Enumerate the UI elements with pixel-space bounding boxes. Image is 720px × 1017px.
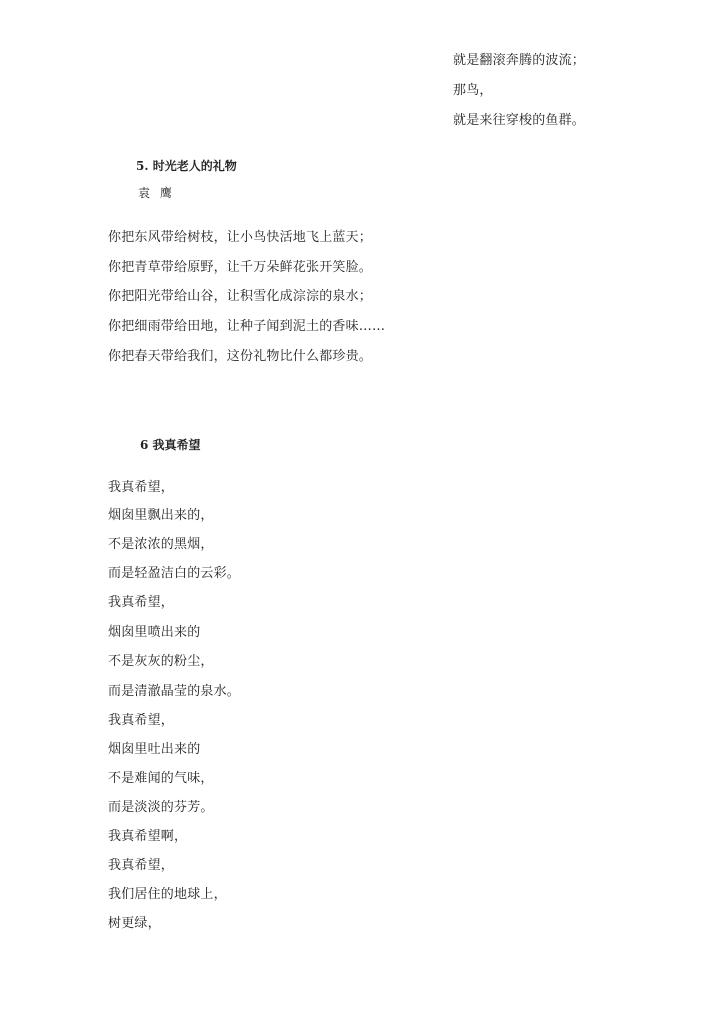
- poem5-line-3: 你把阳光带给山谷，让积雪化成淙淙的泉水；: [108, 289, 373, 304]
- poem6-line-10: 烟囱里吐出来的: [108, 742, 201, 757]
- poem6-line-7: 不是灰灰的粉尘，: [108, 654, 214, 669]
- top-stanza-line-2: 那鸟，: [453, 83, 493, 98]
- poem6-line-9: 我真希望，: [108, 713, 175, 728]
- poem6-line-16: 树更绿，: [108, 916, 161, 931]
- poem6-line-2: 烟囱里飘出来的，: [108, 508, 214, 523]
- poem6-line-3: 不是浓浓的黑烟，: [108, 537, 214, 552]
- poem5-author: 袁 鹰: [138, 186, 175, 200]
- top-stanza-line-1: 就是翻滚奔腾的波流；: [453, 53, 586, 68]
- poem6-line-12: 而是淡淡的芬芳。: [108, 800, 214, 815]
- poem5-line-5: 你把春天带给我们，这份礼物比什么都珍贵。: [108, 349, 373, 364]
- poem5-line-1: 你把东风带给树枝，让小鸟快活地飞上蓝天；: [108, 230, 373, 245]
- poem6-line-1: 我真希望，: [108, 480, 175, 495]
- poem6-line-5: 我真希望，: [108, 595, 175, 610]
- poem6-line-4: 而是轻盈洁白的云彩。: [108, 566, 241, 581]
- poem6-line-15: 我们居住的地球上，: [108, 887, 227, 902]
- poem5-line-4: 你把细雨带给田地，让种子闻到泥土的香味……: [108, 319, 386, 334]
- poem6-line-6: 烟囱里喷出来的: [108, 625, 201, 640]
- poem5-title: 5. 时光老人的礼物: [136, 159, 237, 173]
- poem6-line-14: 我真希望，: [108, 858, 175, 873]
- top-stanza-line-3: 就是来往穿梭的鱼群。: [453, 113, 586, 128]
- poem6-line-8: 而是清澈晶莹的泉水。: [108, 684, 241, 699]
- poem6-title: 6 我真希望: [140, 438, 201, 452]
- poem6-line-11: 不是难闻的气味，: [108, 771, 214, 786]
- poem6-line-13: 我真希望啊，: [108, 829, 188, 844]
- poem5-line-2: 你把青草带给原野，让千万朵鲜花张开笑脸。: [108, 260, 373, 275]
